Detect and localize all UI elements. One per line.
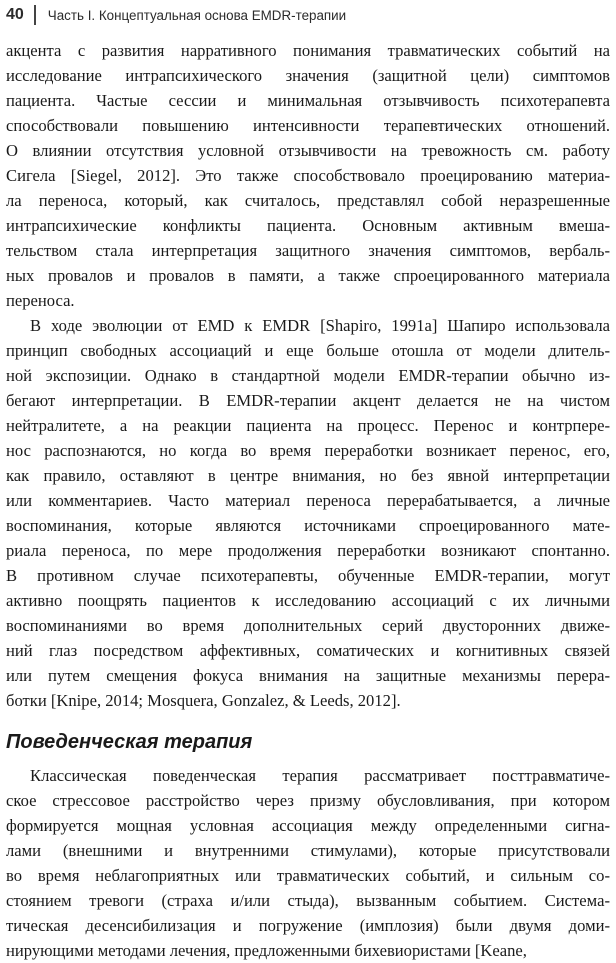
section-paragraph-group: [6, 763, 610, 963]
text-line: способствовали повышению интенсивности терапевтических отношений.: [6, 116, 610, 135]
text-line: ний глаз посредством аффективных, соматических и когнитивных связей: [6, 641, 610, 660]
text-line: или комментариев. Часто материал переноса перерабатывается, а личные: [6, 491, 610, 510]
text-line: В ходе эволюции от EMD к EMDR [Shapiro, 1991a] Шапиро использовала: [30, 316, 610, 335]
text-line: тельством стала интерпретация защитного значения симптомов, вербаль-: [6, 241, 610, 260]
text-line: лами (внешними и внутренними стимулами), которые присутствовали: [6, 841, 610, 860]
paragraph-group: [6, 38, 610, 713]
text-line: Сигела [Siegel, 2012]. Это также способствовало проецированию материа-: [6, 166, 610, 185]
text-line: формируется мощная условная ассоциация между определенными сигна-: [6, 816, 610, 835]
text-line: как правило, оставляют в центре внимания, но без явной интерпретации: [6, 466, 610, 485]
text-line: риала переноса, по мере продолжения переработки возникают спонтанно.: [6, 541, 610, 560]
text-line: принцип свободных ассоциаций и еще больше отошла от модели длитель-: [6, 341, 610, 360]
text-line: стоянием тревоги (страха и/или стыда), вызванным событием. Системa-: [6, 891, 610, 910]
paragraph: [6, 763, 610, 963]
page-body: [6, 38, 610, 963]
running-header: [6, 4, 346, 26]
text-line: ла переноса, который, как считалось, представлял собой неразрешенные: [6, 191, 610, 210]
text-line: тическая десенсибилизация и погружение (имплозия) были двумя доми-: [6, 916, 610, 935]
text-line: ботки [Knipe, 2014; Mosquera, Gonzalez, & Leeds, 2012].: [6, 691, 401, 710]
running-title: Часть I. Концептуальная основа EMDR-терапии: [47, 7, 347, 23]
text-line: ных провалов и провалов в памяти, а также спроецированного материала: [6, 266, 610, 285]
text-line: пациента. Частые сессии и минимальная отзывчивость психотерапевта: [6, 91, 610, 110]
page-number: 40: [6, 6, 24, 23]
section-heading: Поведенческая терапия: [6, 731, 253, 753]
text-line: исследование интрапсихического значения (защитной цели) симптомов: [6, 66, 610, 85]
text-line: нос распознаются, но когда во время переработки возникает перенос, его,: [6, 441, 610, 460]
text-line: во время неблагоприятных или травматических событий, и сильным со-: [6, 866, 610, 885]
text-line: бегают интерпретации. В EMDR-терапии акцент делается не на чистом: [6, 391, 610, 410]
text-line: интрапсихические конфликты пациента. Основным активным вмеша-: [6, 216, 610, 235]
text-line: ной экспозиции. Однако в стандартной модели EMDR-терапии обычно из-: [6, 366, 610, 385]
paragraph: [6, 38, 610, 313]
text-line: О влиянии отсутствия условной отзывчивости на тревожность см. работу: [6, 141, 610, 160]
text-line: акцента с развития нарративного понимания травматических событий на: [6, 41, 610, 60]
text-line: В противном случае психотерапевты, обученные EMDR-терапии, могут: [6, 566, 610, 585]
text-line: нейтралитете, а на реакции пациента на процесс. Перенос и контрпере-: [6, 416, 610, 435]
text-line: переноса.: [6, 291, 75, 310]
text-line: ское стрессовое расстройство через призму обусловливания, при котором: [6, 791, 610, 810]
header-divider: [34, 5, 36, 25]
text-line: Классическая поведенческая терапия рассматривает посттравматиче-: [30, 766, 610, 785]
text-line: воспоминания, которые являются источниками спроецированного мате-: [6, 516, 610, 535]
text-line: воспоминаниями во время дополнительных серий двусторонних движе-: [6, 616, 610, 635]
text-line: активно поощрять пациентов к исследованию ассоциаций с их личными: [6, 591, 610, 610]
text-line: или путем смещения фокуса внимания на защитные механизмы перера-: [6, 666, 610, 685]
paragraph: [6, 313, 610, 713]
text-line: нирующими методами лечения, предложенными бихевиористами [Keane,: [6, 941, 527, 960]
